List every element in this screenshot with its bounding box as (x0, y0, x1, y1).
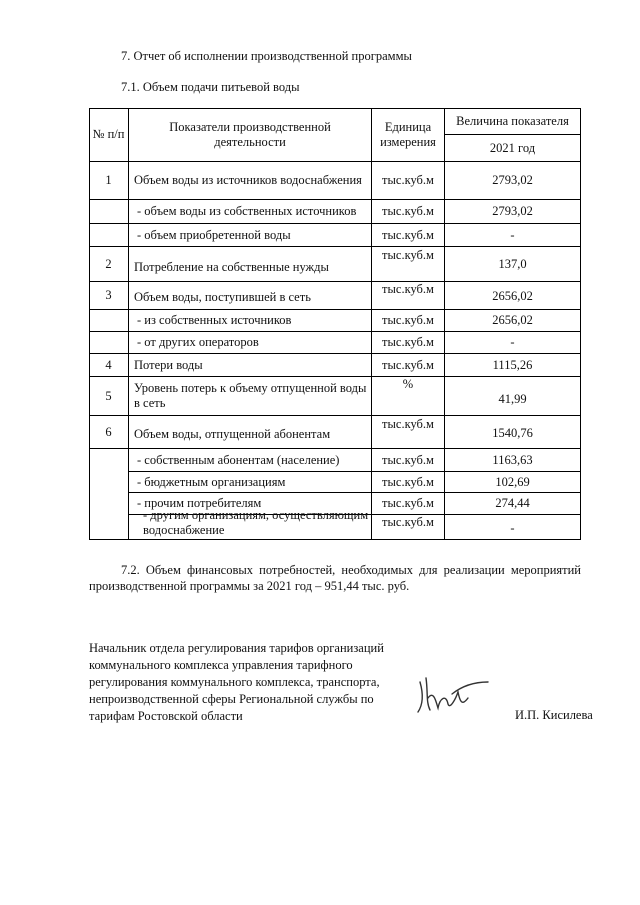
row-6b-indicator: - бюджетным организациям (137, 474, 286, 489)
row-3a-unit: тыс.куб.м (382, 313, 434, 327)
row-6a-unit: тыс.куб.м (382, 452, 434, 467)
row-6d-unit: тыс.куб.м (382, 514, 434, 529)
row-6-indicator: Объем воды, отпущенной абонентам (134, 427, 331, 441)
row-3-indicator: Объем воды, поступившей в сеть (134, 289, 311, 304)
header-year: 2021 год (489, 140, 536, 155)
row-6b-unit: тыс.куб.м (382, 474, 434, 489)
row-1b-value: - (510, 227, 515, 242)
row-6c-indicator: - прочим потребителям (137, 496, 262, 510)
row-3b-value: - (510, 335, 515, 349)
row-2-num: 2 (105, 256, 112, 271)
row-6-value: 1540,76 (492, 425, 533, 440)
row-1a-indicator: - объем воды из собственных источников (137, 204, 357, 218)
signatory-name: И.П. Кисилева (515, 708, 593, 722)
row-6c-value: 274,44 (495, 496, 530, 510)
row-1a-value: 2793,02 (492, 204, 533, 218)
row-6-unit: тыс.куб.м (382, 416, 434, 431)
header-unit: Единица измерения (380, 119, 436, 149)
row-2-unit: тыс.куб.м (382, 247, 434, 262)
financial-paragraph: 7.2. Объем финансовых потребностей, необходимых для реализации мероприятий производственной программы за 2021 год – 951,44 тыс. руб. (89, 563, 581, 593)
row-6d-value: - (510, 521, 515, 535)
signatory-position: Начальник отдела регулирования тарифов организаций коммунального комплекса управления тарифного регулирования коммунального комплекса, транспорта, непроизводственной сферы Региональной службы по тарифам Ростовской области (89, 641, 384, 723)
row-6a-value: 1163,63 (492, 452, 533, 467)
row-1-value: 2793,02 (492, 173, 533, 187)
row-3-num: 3 (105, 288, 112, 302)
row-6c-unit: тыс.куб.м (382, 496, 434, 510)
row-1-num: 1 (105, 173, 112, 187)
header-value-group: Величина показателя (456, 113, 569, 128)
row-1-unit: тыс.куб.м (382, 173, 434, 187)
row-6d-indicator: - другим организациям, осуществляющим водоснабжение (143, 507, 369, 537)
row-3b-indicator: - от других операторов (137, 335, 259, 349)
row-4-num: 4 (105, 357, 112, 372)
row-3b-unit: тыс.куб.м (382, 335, 434, 349)
row-5-indicator: Уровень потерь к объему отпущенной воды в сеть (134, 381, 367, 410)
row-6-num: 6 (105, 424, 112, 439)
row-4-value: 1115,26 (492, 357, 533, 372)
subsection-title: 7.1. Объем подачи питьевой воды (121, 80, 300, 94)
row-5-unit: % (402, 377, 414, 391)
row-2-indicator: Потребление на собственные нужды (134, 260, 329, 274)
water-supply-table (89, 108, 581, 540)
row-3a-indicator: - из собственных источников (137, 313, 292, 327)
row-5-value: 41,99 (498, 392, 527, 406)
row-3a-value: 2656,02 (492, 313, 533, 327)
row-1b-unit: тыс.куб.м (382, 227, 434, 242)
row-3-unit: тыс.куб.м (382, 282, 434, 296)
row-1b-indicator: - объем приобретенной воды (137, 227, 291, 242)
header-indicator: Показатели производственной деятельности (169, 119, 331, 149)
header-num: № п/п (92, 127, 125, 141)
row-5-num: 5 (105, 388, 112, 403)
row-6a-indicator: - собственным абонентам (население) (137, 452, 340, 467)
row-2-value: 137,0 (498, 256, 527, 271)
row-1a-unit: тыс.куб.м (382, 204, 434, 218)
section-title: 7. Отчет об исполнении производственной программы (121, 49, 412, 63)
row-4-indicator: Потери воды (134, 357, 203, 372)
row-4-unit: тыс.куб.м (382, 357, 434, 372)
row-1-indicator: Объем воды из источников водоснабжения (134, 173, 362, 187)
row-6b-value: 102,69 (495, 474, 530, 489)
row-3-value: 2656,02 (492, 289, 533, 303)
handwritten-signature (412, 668, 492, 718)
